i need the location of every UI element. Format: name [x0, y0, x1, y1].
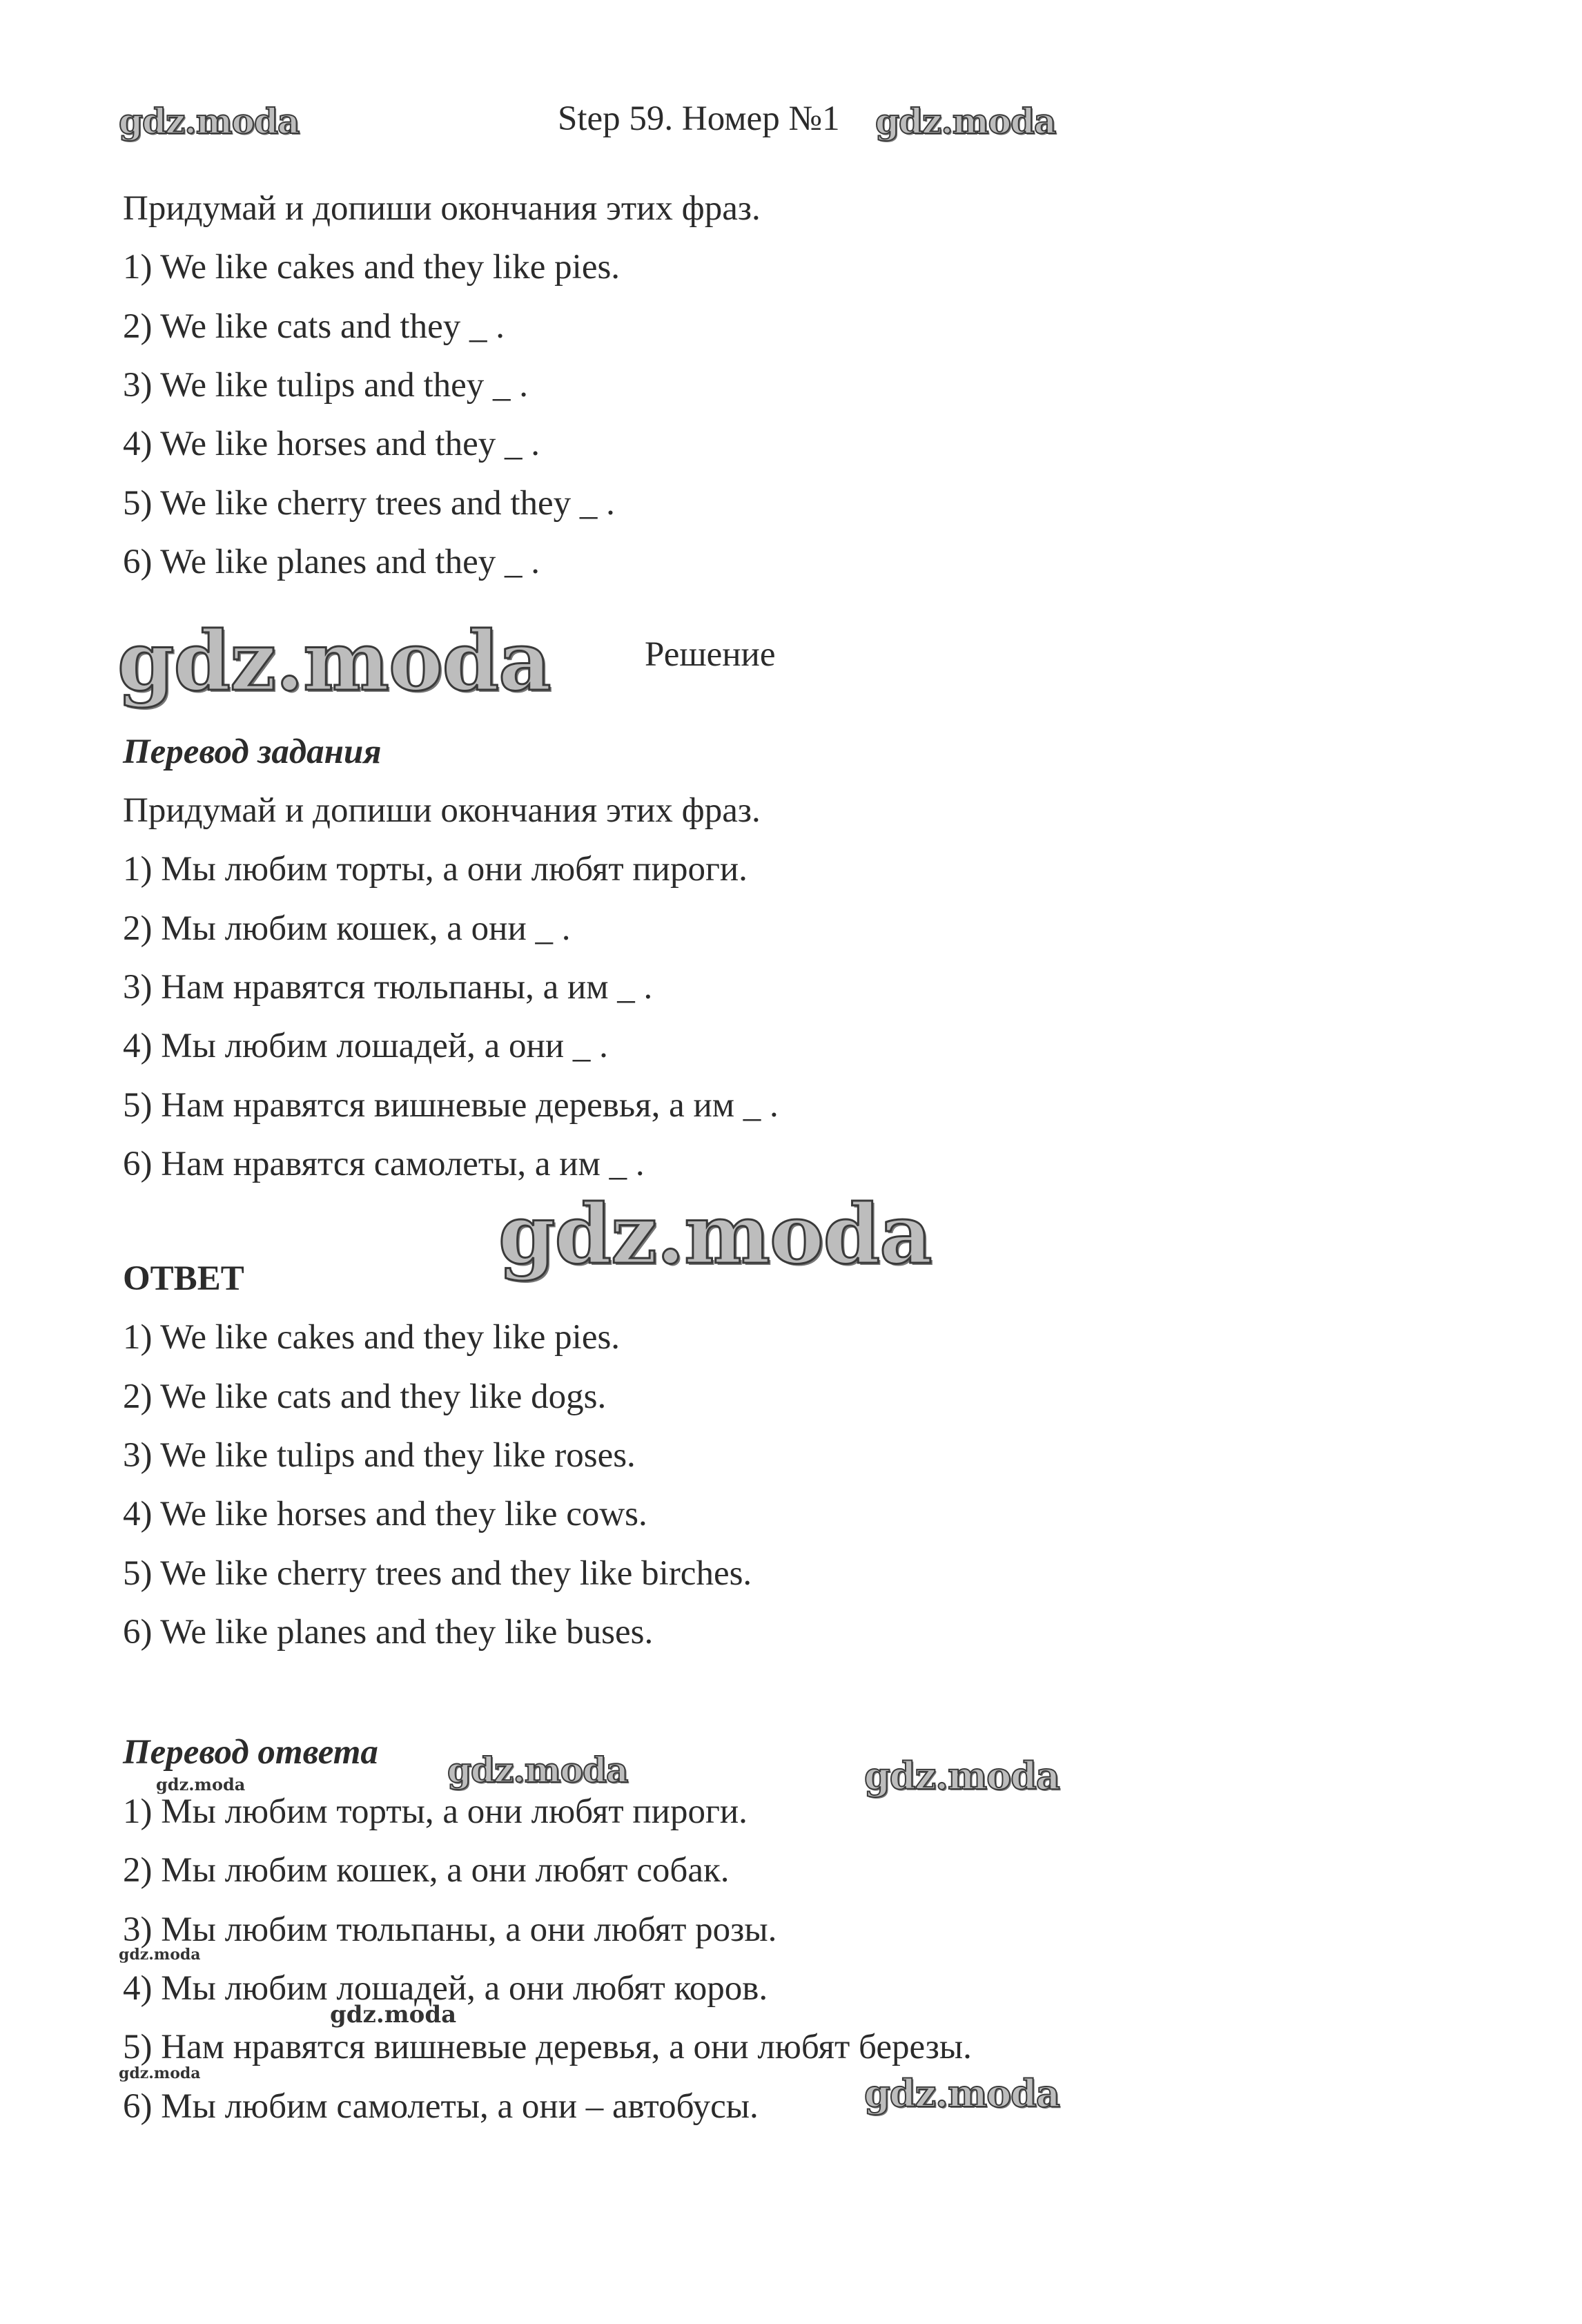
solution-watermark: gdz.moda — [117, 613, 551, 709]
task-item: 6) We like planes and they _ . — [123, 543, 540, 581]
answer-item: 2) We like cats and they like dogs. — [123, 1377, 607, 1416]
answer-translation-watermark: gdz.moda — [447, 1750, 628, 1790]
translation-heading: Перевод задания — [123, 733, 382, 771]
page-title: Step 59. Номер №1 — [558, 99, 840, 138]
answer-translation-item: 2) Мы любим кошек, а они любят собак. — [123, 1851, 730, 1890]
translation-item: 4) Мы любим лошадей, а они _ . — [123, 1027, 608, 1065]
task-item: 2) We like cats and they _ . — [123, 307, 505, 346]
translation-item: 1) Мы любим торты, а они любят пироги. — [123, 850, 748, 889]
answer-translation-item: 1) Мы любим торты, а они любят пироги. — [123, 1792, 748, 1831]
answer-item: 4) We like horses and they like cows. — [123, 1495, 647, 1533]
answer-translation-watermark: gdz.moda — [156, 1774, 246, 1794]
answer-item: 1) We like cakes and they like pies. — [123, 1318, 621, 1357]
answer-translation-watermark: gdz.moda — [119, 1946, 201, 1964]
translation-instruction: Придумай и допиши окончания этих фраз. — [123, 791, 761, 830]
task-item: 5) We like cherry trees and they _ . — [123, 484, 615, 523]
title-watermark: gdz.moda — [875, 101, 1056, 142]
task-item: 1) We like cakes and they like pies. — [123, 248, 621, 287]
answer-translation-item: 3) Мы любим тюльпаны, а они любят розы. — [123, 1910, 777, 1949]
task-item: 3) We like tulips and they _ . — [123, 366, 529, 405]
translation-item: 3) Нам нравятся тюльпаны, а им _ . — [123, 968, 653, 1007]
answer-translation-watermark: gdz.moda — [864, 2071, 1059, 2115]
header-watermark: gdz.moda — [119, 101, 300, 142]
answer-translation-watermark: gdz.moda — [119, 2064, 201, 2082]
answer-translation-watermark: gdz.moda — [864, 1754, 1059, 1798]
task-instruction: Придумай и допиши окончания этих фраз. — [123, 189, 761, 228]
task-item: 4) We like horses and they _ . — [123, 425, 540, 463]
answer-item: 3) We like tulips and they like roses. — [123, 1436, 636, 1475]
answer-translation-item: 6) Мы любим самолеты, а они – автобусы. — [123, 2087, 759, 2126]
solution-label: Решение — [645, 635, 776, 674]
answer-heading: ОТВЕТ — [123, 1259, 244, 1298]
answer-item: 5) We like cherry trees and they like birches. — [123, 1554, 752, 1593]
answer-watermark: gdz.moda — [498, 1186, 932, 1282]
translation-item: 5) Нам нравятся вишневые деревья, а им _ . — [123, 1086, 779, 1125]
answer-translation-item: 5) Нам нравятся вишневые деревья, а они любят березы. — [123, 2028, 972, 2066]
translation-item: 2) Мы любим кошек, а они _ . — [123, 909, 571, 948]
answer-translation-item: 4) Мы любим лошадей, а они любят коров. — [123, 1969, 768, 2008]
answer-translation-heading: Перевод ответа — [123, 1733, 378, 1772]
answer-translation-watermark: gdz.moda — [330, 2001, 457, 2028]
translation-item: 6) Нам нравятся самолеты, а им _ . — [123, 1145, 645, 1183]
answer-item: 6) We like planes and they like buses. — [123, 1613, 654, 1652]
